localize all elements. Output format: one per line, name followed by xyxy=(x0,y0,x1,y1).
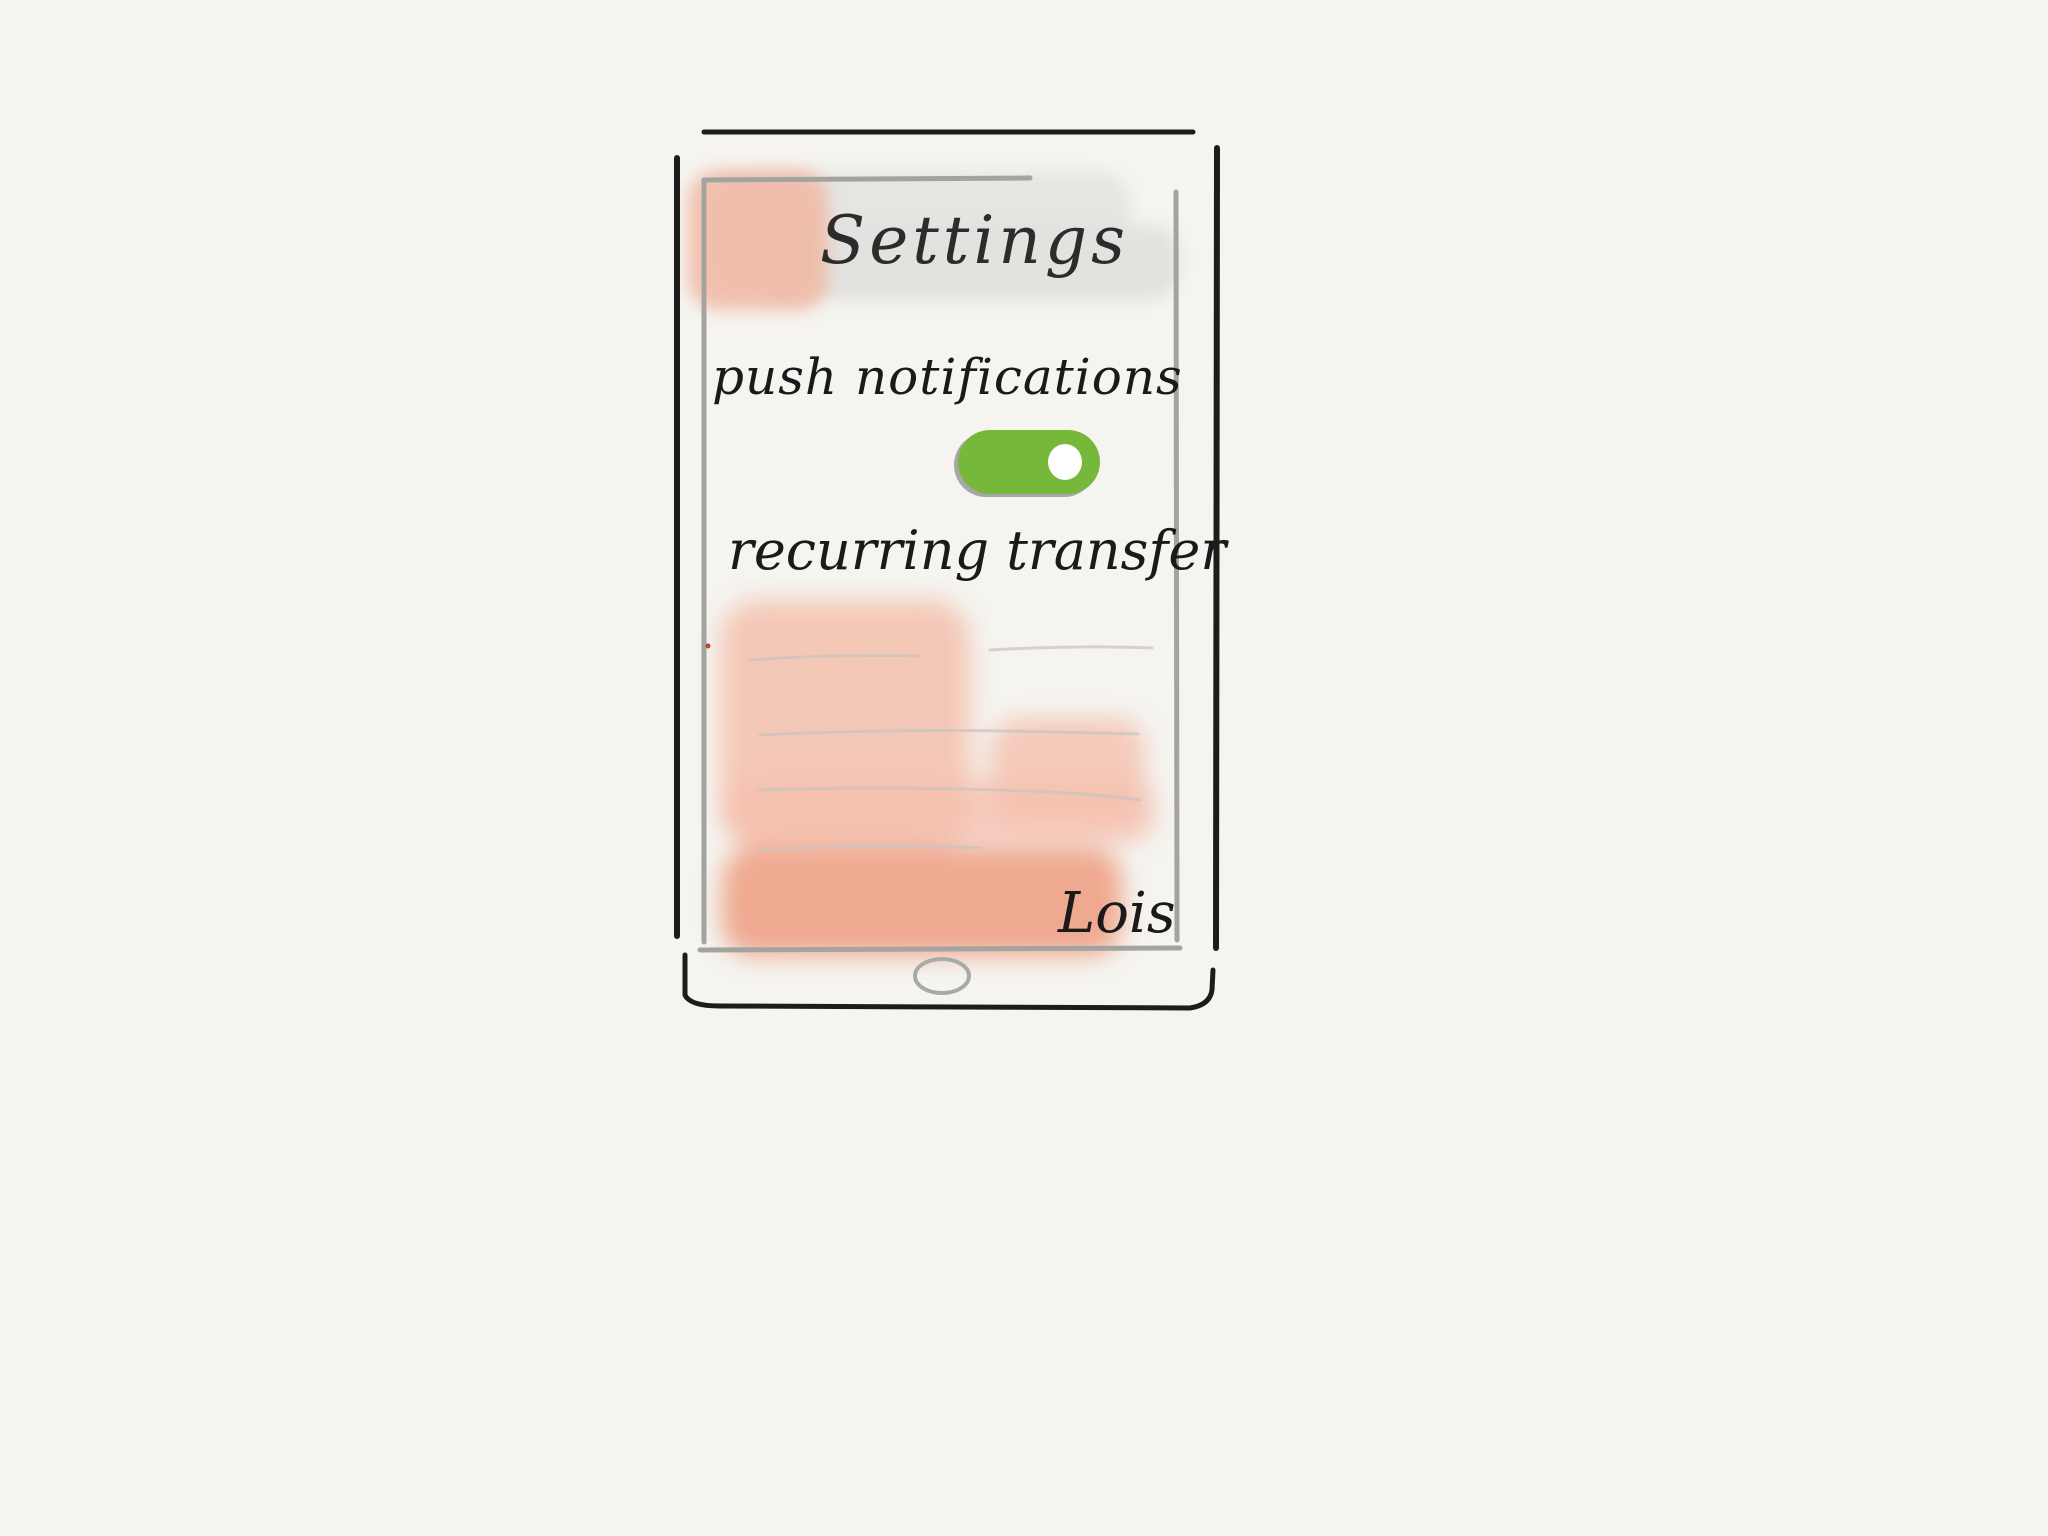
user-name[interactable]: Lois xyxy=(1058,881,1176,946)
screen-mark xyxy=(706,644,711,649)
settings-item-recurring-transfer[interactable]: recurring transfer xyxy=(728,519,1227,582)
page-title: Settings xyxy=(820,202,1130,279)
header-accent-wash xyxy=(688,170,828,310)
push-notifications-toggle[interactable] xyxy=(958,430,1100,494)
settings-item-push-notifications: push notifications xyxy=(712,348,1183,406)
home-button-icon[interactable] xyxy=(912,955,972,997)
toggle-knob xyxy=(1048,444,1082,480)
